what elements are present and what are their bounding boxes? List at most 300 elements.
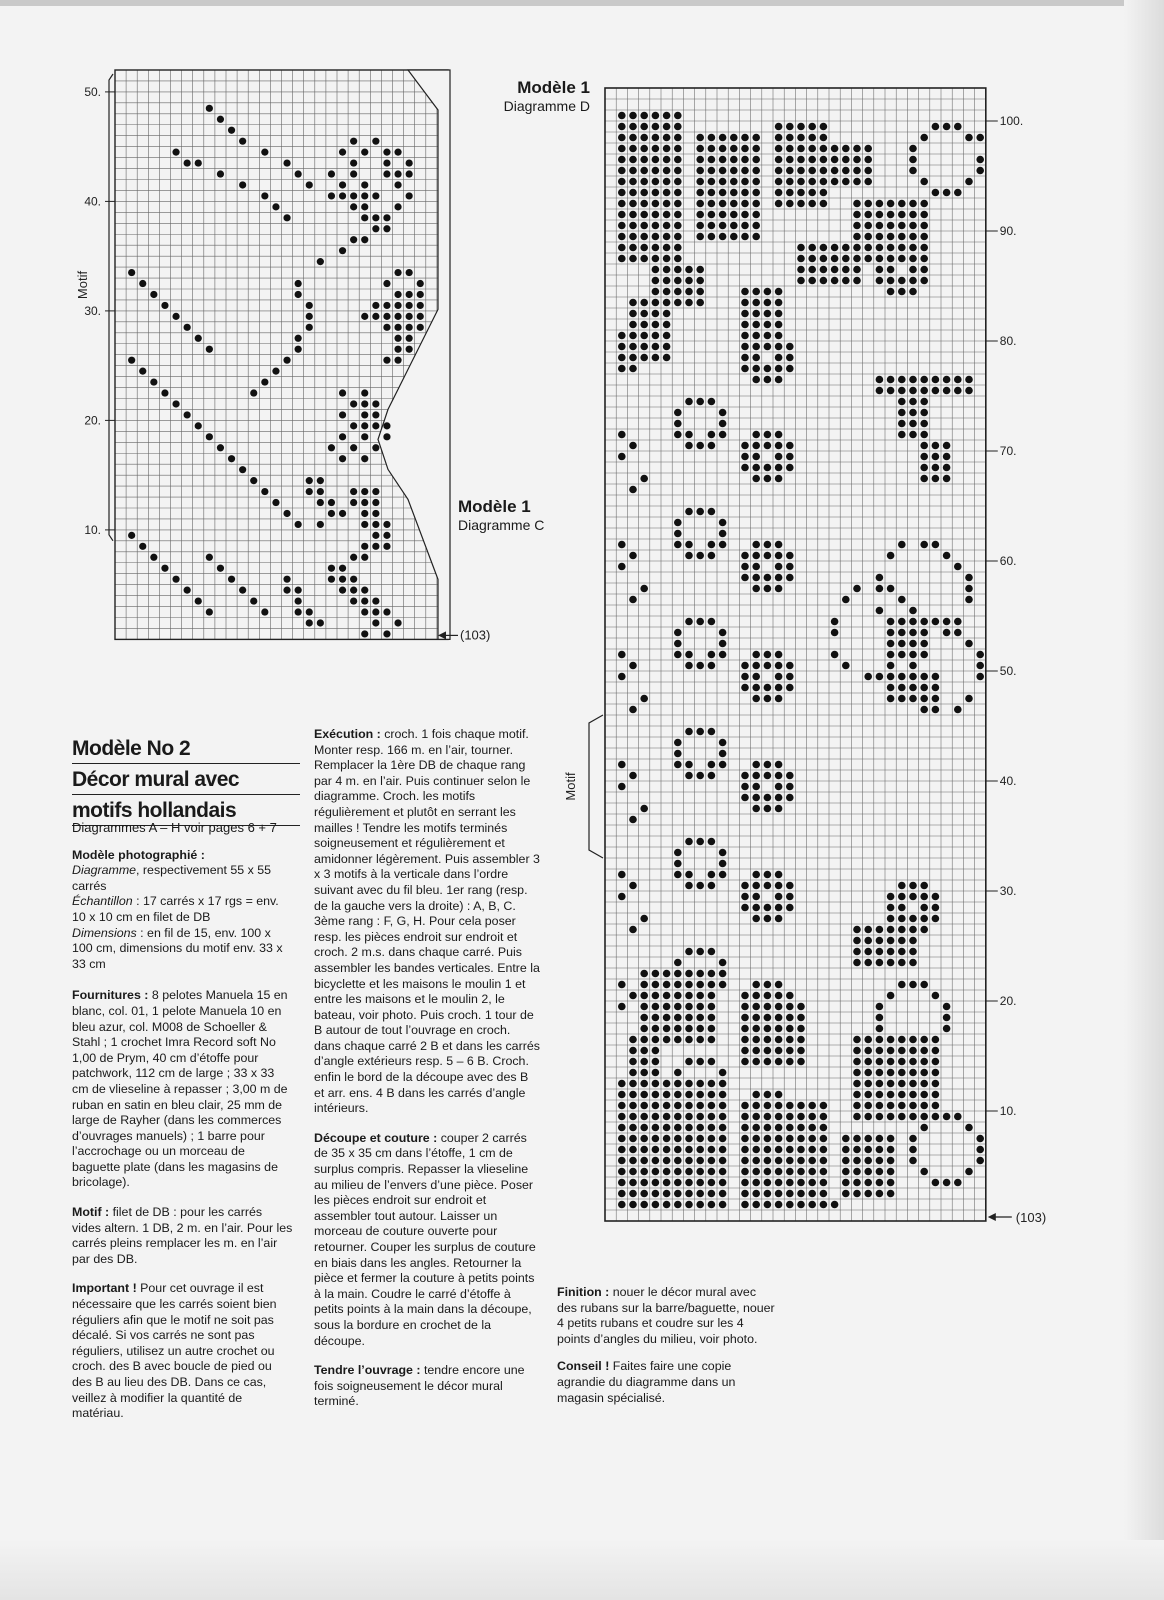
diagram-d-filled-cell: [920, 1047, 928, 1055]
diagram-d-filled-cell: [663, 1201, 671, 1209]
important-section: [72, 1281, 294, 1421]
diagram-d-filled-cell: [797, 1146, 805, 1154]
diagram-d-filled-cell: [820, 167, 828, 175]
diagram-d-filled-cell: [764, 772, 772, 780]
diagram-c-filled-cell: [339, 247, 346, 254]
diagram-c-filled-cell: [406, 192, 413, 199]
diagram-d-filled-cell: [741, 1179, 749, 1187]
diagram-d-filled-cell: [652, 1025, 660, 1033]
diagram-d-filled-cell: [764, 1047, 772, 1055]
diagram-d-filled-cell: [898, 673, 906, 681]
diagram-d-filled-cell: [629, 222, 637, 230]
diagram-d-filled-cell: [786, 772, 794, 780]
diagram-d-filled-cell: [887, 1102, 895, 1110]
diagram-d-filled-cell: [898, 1036, 906, 1044]
photo-dimensions-text: : en fil de 15, env. 100 x 100 cm, dimensions du motif env. 33 x 33 cm: [72, 925, 283, 971]
diagram-d-filled-cell: [640, 1157, 648, 1165]
diagram-d-filled-cell: [663, 1025, 671, 1033]
diagram-d-filled-cell: [629, 332, 637, 340]
diagram-d-filled-cell: [629, 816, 637, 824]
diagram-d-filled-cell: [764, 1091, 772, 1099]
diagram-d-filled-cell: [708, 992, 716, 1000]
diagram-d-filled-cell: [909, 684, 917, 692]
diagram-d-filled-cell: [786, 442, 794, 450]
diagram-d-filled-cell: [719, 189, 727, 197]
diagram-d-filled-cell: [730, 233, 738, 241]
diagram-d-filled-cell: [943, 376, 951, 384]
diagram-c-filled-cell: [317, 477, 324, 484]
diagram-d-row-label: 60.: [999, 554, 1017, 568]
diagram-d-filled-cell: [853, 222, 861, 230]
diagram-c-filled-cell: [239, 181, 246, 188]
diagram-d-filled-cell: [752, 882, 760, 890]
diagram-d-filled-cell: [898, 541, 906, 549]
diagram-d-filled-cell: [663, 200, 671, 208]
diagram-d-filled-cell: [685, 508, 693, 516]
diagram-d-filled-cell: [741, 1201, 749, 1209]
diagram-d-filled-cell: [708, 1146, 716, 1154]
diagram-d-filled-cell: [629, 244, 637, 252]
diagram-c-filled-cell: [361, 587, 368, 594]
diagram-d-filled-cell: [685, 992, 693, 1000]
diagram-d-filled-cell: [797, 277, 805, 285]
execution-label: Exécution :: [314, 727, 381, 741]
diagram-d-filled-cell: [764, 442, 772, 450]
diagram-d-filled-cell: [629, 1036, 637, 1044]
diagram-d-filled-cell: [887, 376, 895, 384]
diagram-c-filled-cell: [195, 159, 202, 166]
diagram-d-filled-cell: [920, 464, 928, 472]
diagram-d-filled-cell: [663, 178, 671, 186]
diagram-c-filled-cell: [361, 192, 368, 199]
diagram-d-filled-cell: [708, 167, 716, 175]
diagram-d-filled-cell: [864, 1179, 872, 1187]
diagram-d-filled-cell: [909, 981, 917, 989]
diagram-d-filled-cell: [652, 981, 660, 989]
diagram-d-filled-cell: [887, 959, 895, 967]
diagram-d-filled-cell: [741, 1047, 749, 1055]
diagram-d-filled-cell: [887, 618, 895, 626]
diagram-d-filled-cell: [898, 651, 906, 659]
diagram-d-filled-cell: [876, 387, 884, 395]
diagram-d-filled-cell: [909, 915, 917, 923]
diagram-d-filled-cell: [618, 1157, 626, 1165]
diagram-d-filled-cell: [652, 266, 660, 274]
diagram-d-filled-cell: [797, 200, 805, 208]
diagram-d-filled-cell: [696, 145, 704, 153]
diagram-d-filled-cell: [775, 893, 783, 901]
diagram-c-filled-cell: [328, 565, 335, 572]
diagram-d-filled-cell: [853, 1179, 861, 1187]
diagram-c-filled-cell: [383, 302, 390, 309]
diagram-d-filled-cell: [786, 992, 794, 1000]
diagram-d-filled-cell: [752, 376, 760, 384]
diagram-d-filled-cell: [820, 1113, 828, 1121]
diagram-c-filled-cell: [283, 159, 290, 166]
diagram-d-filled-cell: [741, 882, 749, 890]
diagram-d-filled-cell: [820, 200, 828, 208]
decoupe-section: [314, 1131, 540, 1349]
diagram-d-filled-cell: [685, 1179, 693, 1187]
diagram-d-filled-cell: [618, 211, 626, 219]
diagram-d-filled-cell: [775, 651, 783, 659]
diagram-d-filled-cell: [652, 1146, 660, 1154]
diagram-d-filled-cell: [920, 893, 928, 901]
diagram-d-filled-cell: [786, 552, 794, 560]
diagram-d-filled-cell: [685, 1091, 693, 1099]
diagram-d-filled-cell: [898, 398, 906, 406]
diagram-d-filled-cell: [629, 343, 637, 351]
diagram-d-filled-cell: [752, 673, 760, 681]
diagram-d-filled-cell: [752, 354, 760, 362]
diagram-c-filled-cell: [339, 576, 346, 583]
diagram-d-filled-cell: [752, 981, 760, 989]
diagram-d-filled-cell: [853, 167, 861, 175]
diagram-c-filled-cell: [184, 587, 191, 594]
diagram-d-filled-cell: [663, 233, 671, 241]
article-title-line-1: Modèle No 2: [72, 735, 300, 764]
diagram-d-filled-cell: [864, 948, 872, 956]
diagram-d-filled-cell: [775, 156, 783, 164]
diagram-c-filled-cell: [217, 116, 224, 123]
diagram-d-filled-cell: [775, 1146, 783, 1154]
diagram-d-filled-cell: [775, 662, 783, 670]
diagram-d-filled-cell: [629, 1080, 637, 1088]
diagram-d-filled-cell: [876, 255, 884, 263]
diagram-d-filled-cell: [674, 1201, 682, 1209]
diagram-d-filled-cell: [618, 1080, 626, 1088]
diagram-d-filled-cell: [741, 1135, 749, 1143]
diagram-d-filled-cell: [876, 1168, 884, 1176]
diagram-d-filled-cell: [920, 926, 928, 934]
diagram-d-filled-cell: [887, 222, 895, 230]
diagram-c-filled-cell: [339, 510, 346, 517]
diagram-c-filled-cell: [261, 192, 268, 199]
diagram-d-filled-cell: [652, 112, 660, 120]
diagram-d: [560, 70, 1050, 1260]
diagram-d-filled-cell: [887, 255, 895, 263]
diagram-d-filled-cell: [685, 398, 693, 406]
diagram-d-filled-cell: [820, 266, 828, 274]
diagram-d-filled-cell: [719, 1179, 727, 1187]
diagram-d-filled-cell: [708, 618, 716, 626]
diagram-d-filled-cell: [663, 1179, 671, 1187]
diagram-d-filled-cell: [943, 475, 951, 483]
diagram-d-filled-cell: [696, 882, 704, 890]
diagram-d-filled-cell: [775, 1025, 783, 1033]
diagram-d-filled-cell: [730, 211, 738, 219]
diagram-d-filled-cell: [629, 255, 637, 263]
diagram-c-filled-cell: [317, 619, 324, 626]
diagram-d-filled-cell: [685, 431, 693, 439]
diagram-d-filled-cell: [752, 332, 760, 340]
diagram-d-filled-cell: [685, 1080, 693, 1088]
diagram-d-filled-cell: [752, 1168, 760, 1176]
diagram-d-filled-cell: [685, 948, 693, 956]
diagram-d-filled-cell: [887, 673, 895, 681]
diagram-c-filled-cell: [239, 138, 246, 145]
diagram-c-filled-cell: [317, 488, 324, 495]
diagram-d-filled-cell: [741, 365, 749, 373]
diagram-d-filled-cell: [741, 684, 749, 692]
diagram-d-filled-cell: [708, 222, 716, 230]
diagram-d-filled-cell: [696, 552, 704, 560]
diagram-d-filled-cell: [797, 1190, 805, 1198]
middle-column: [314, 727, 540, 1418]
diagram-d-filled-cell: [674, 1157, 682, 1165]
diagram-d-filled-cell: [741, 156, 749, 164]
diagram-d-filled-cell: [685, 541, 693, 549]
diagram-d-filled-cell: [864, 200, 872, 208]
diagram-d-filled-cell: [708, 871, 716, 879]
diagram-d-filled-cell: [909, 156, 917, 164]
diagram-d-filled-cell: [708, 552, 716, 560]
diagram-c-filled-cell: [394, 203, 401, 210]
diagram-c-filled-cell: [394, 357, 401, 364]
diagram-c-filled-cell: [206, 105, 213, 112]
diagram-d-filled-cell: [898, 629, 906, 637]
diagram-d-filled-cell: [898, 684, 906, 692]
diagram-d-filled-cell: [719, 849, 727, 857]
diagram-d-filled-cell: [786, 134, 794, 142]
diagram-d-filled-cell: [752, 365, 760, 373]
diagram-d-filled-cell: [674, 849, 682, 857]
diagram-d-filled-cell: [920, 453, 928, 461]
diagram-d-filled-cell: [920, 1168, 928, 1176]
diagram-d-filled-cell: [640, 1201, 648, 1209]
diagram-d-filled-cell: [618, 1102, 626, 1110]
diagram-d-filled-cell: [708, 398, 716, 406]
diagram-d-filled-cell: [842, 1190, 850, 1198]
diagram-d-filled-cell: [976, 156, 984, 164]
diagram-c: [60, 60, 550, 670]
diagram-d-filled-cell: [708, 156, 716, 164]
diagram-d-filled-cell: [909, 1091, 917, 1099]
diagram-c-filled-cell: [383, 159, 390, 166]
diagram-d-filled-cell: [696, 277, 704, 285]
diagram-d-filled-cell: [876, 1080, 884, 1088]
diagram-d-filled-cell: [943, 1113, 951, 1121]
diagram-d-filled-cell: [629, 706, 637, 714]
diagram-d-filled-cell: [685, 552, 693, 560]
diagram-d-filled-cell: [820, 145, 828, 153]
diagram-d-filled-cell: [752, 541, 760, 549]
diagram-d-filled-cell: [775, 904, 783, 912]
diagram-d-filled-cell: [797, 1058, 805, 1066]
diagram-c-filled-cell: [350, 159, 357, 166]
photo-echantillon-label: Échantillon: [72, 894, 133, 909]
diagram-d-filled-cell: [618, 871, 626, 879]
diagram-d-filled-cell: [954, 563, 962, 571]
diagram-d-filled-cell: [932, 1080, 940, 1088]
diagram-d-filled-cell: [663, 1102, 671, 1110]
diagram-d-filled-cell: [663, 1003, 671, 1011]
diagram-d-filled-cell: [853, 1146, 861, 1154]
diagram-d-filled-cell: [808, 277, 816, 285]
diagram-d-filled-cell: [752, 695, 760, 703]
diagram-d-filled-cell: [853, 145, 861, 153]
diagram-c-filled-cell: [272, 499, 279, 506]
diagram-d-filled-cell: [797, 189, 805, 197]
diagram-d-filled-cell: [674, 1168, 682, 1176]
diagram-d-filled-cell: [820, 156, 828, 164]
diagram-d-filled-cell: [741, 200, 749, 208]
diagram-d-filled-cell: [640, 695, 648, 703]
diagram-c-filled-cell: [383, 149, 390, 156]
diagram-c-filled-cell: [350, 400, 357, 407]
diagram-d-filled-cell: [831, 266, 839, 274]
diagram-d-filled-cell: [674, 409, 682, 417]
diagram-d-filled-cell: [932, 475, 940, 483]
diagram-c-filled-cell: [406, 302, 413, 309]
diagram-d-filled-cell: [797, 1025, 805, 1033]
photo-diagramme-text: , respectivement 55 x 55 carrés: [72, 863, 272, 893]
diagram-d-filled-cell: [887, 288, 895, 296]
diagram-c-filled-cell: [128, 269, 135, 276]
diagram-c-filled-cell: [372, 510, 379, 517]
diagram-d-filled-cell: [831, 277, 839, 285]
diagram-d-filled-cell: [853, 1047, 861, 1055]
diagram-c-filled-cell: [328, 510, 335, 517]
diagram-d-filled-cell: [696, 1124, 704, 1132]
diagram-d-filled-cell: [920, 211, 928, 219]
diagram-d-filled-cell: [752, 200, 760, 208]
diagram-c-filled-cell: [272, 203, 279, 210]
diagram-d-filled-cell: [640, 167, 648, 175]
diagram-c-filled-cell: [417, 302, 424, 309]
diagram-d-filled-cell: [640, 112, 648, 120]
diagram-d-filled-cell: [752, 904, 760, 912]
diagram-d-filled-cell: [629, 200, 637, 208]
diagram-d-filled-cell: [909, 640, 917, 648]
diagram-d-filled-cell: [674, 431, 682, 439]
diagram-d-filled-cell: [618, 673, 626, 681]
diagram-d-filled-cell: [876, 1102, 884, 1110]
diagram-c-filled-cell: [383, 225, 390, 232]
diagram-d-filled-cell: [932, 893, 940, 901]
diagram-c-filled-cell: [184, 324, 191, 331]
diagram-d-filled-cell: [752, 321, 760, 329]
diagram-d-filled-cell: [820, 1124, 828, 1132]
diagram-d-filled-cell: [764, 464, 772, 472]
diagram-d-filled-cell: [876, 673, 884, 681]
diagram-d-filled-cell: [708, 1003, 716, 1011]
diagram-d-filled-cell: [820, 1179, 828, 1187]
diagram-d-filled-cell: [752, 552, 760, 560]
diagram-d-filled-cell: [696, 222, 704, 230]
diagram-d-filled-cell: [887, 684, 895, 692]
diagram-d-filled-cell: [708, 1058, 716, 1066]
diagram-d-filled-cell: [652, 1047, 660, 1055]
diagram-d-filled-cell: [696, 981, 704, 989]
diagram-d-filled-cell: [640, 1014, 648, 1022]
diagram-d-filled-cell: [741, 233, 749, 241]
diagram-d-filled-cell: [752, 1058, 760, 1066]
diagram-d-filled-cell: [853, 937, 861, 945]
diagram-d-filled-cell: [920, 706, 928, 714]
diagram-d-filled-cell: [898, 211, 906, 219]
photo-section: [72, 848, 294, 973]
diagram-d-filled-cell: [775, 343, 783, 351]
diagram-d-filled-cell: [808, 1146, 816, 1154]
diagram-d-filled-cell: [719, 651, 727, 659]
diagram-c-filled-cell: [350, 587, 357, 594]
diagram-c-filled-cell: [361, 499, 368, 506]
diagram-d-filled-cell: [932, 1102, 940, 1110]
diagram-c-filled-cell: [228, 127, 235, 134]
diagram-d-filled-cell: [652, 1157, 660, 1165]
diagram-d-filled-cell: [864, 1168, 872, 1176]
diagram-c-filled-cell: [295, 280, 302, 287]
diagram-d-filled-cell: [741, 673, 749, 681]
diagram-d-filled-cell: [808, 167, 816, 175]
diagram-c-filled-cell: [394, 324, 401, 331]
diagram-d-filled-cell: [640, 992, 648, 1000]
diagram-d-filled-cell: [864, 1157, 872, 1165]
diagram-d-filled-cell: [775, 1091, 783, 1099]
diagram-d-filled-cell: [920, 244, 928, 252]
diagram-d-filled-cell: [663, 112, 671, 120]
diagram-c-filled-cell: [383, 608, 390, 615]
diagram-c-filled-cell: [195, 335, 202, 342]
diagram-d-filled-cell: [898, 893, 906, 901]
diagram-d-filled-cell: [876, 222, 884, 230]
diagram-c-row-label: 30.: [84, 303, 101, 318]
diagram-d-filled-cell: [764, 1190, 772, 1198]
diagram-d-filled-cell: [820, 134, 828, 142]
diagram-d-filled-cell: [876, 244, 884, 252]
diagram-d-filled-cell: [652, 1179, 660, 1187]
diagram-d-filled-cell: [764, 574, 772, 582]
diagram-c-filled-cell: [339, 565, 346, 572]
diagram-d-filled-cell: [719, 420, 727, 428]
diagram-d-filled-cell: [764, 651, 772, 659]
diagram-d-filled-cell: [965, 596, 973, 604]
diagram-d-filled-cell: [887, 1157, 895, 1165]
diagram-d-filled-cell: [954, 376, 962, 384]
diagram-d-filled-cell: [775, 1036, 783, 1044]
diagram-d-filled-cell: [741, 189, 749, 197]
diagram-c-filled-cell: [317, 258, 324, 265]
diagram-c-filled-cell: [372, 444, 379, 451]
diagram-d-filled-cell: [898, 420, 906, 428]
diagram-d-filled-cell: [853, 178, 861, 186]
diagram-d-filled-cell: [786, 156, 794, 164]
diagram-d-filled-cell: [674, 640, 682, 648]
diagram-d-filled-cell: [864, 156, 872, 164]
diagram-c-filled-cell: [372, 499, 379, 506]
diagram-c-filled-cell: [261, 149, 268, 156]
diagram-d-filled-cell: [976, 1157, 984, 1165]
diagram-d-filled-cell: [752, 1047, 760, 1055]
motif-text: filet de DB : pour les carrés vides altern. 1 DB, 2 m. en l’air. Pour les carrés pleins remplacer les m. en l’air par des DB.: [72, 1205, 293, 1266]
diagram-d-filled-cell: [719, 431, 727, 439]
diagram-d-filled-cell: [842, 1179, 850, 1187]
diagram-c-filled-cell: [372, 488, 379, 495]
diagram-c-filled-cell: [350, 488, 357, 495]
diagram-d-filled-cell: [674, 761, 682, 769]
diagram-c-row-label: 40.: [84, 194, 101, 209]
diagram-d-filled-cell: [920, 541, 928, 549]
tendre-label: Tendre l’ouvrage :: [314, 1363, 421, 1378]
diagram-d-start-label: (103): [1015, 1210, 1047, 1225]
diagram-d-filled-cell: [853, 1157, 861, 1165]
diagram-d-filled-cell: [640, 233, 648, 241]
diagram-d-filled-cell: [887, 266, 895, 274]
diagram-c-filled-cell: [206, 554, 213, 561]
diagram-d-filled-cell: [652, 992, 660, 1000]
diagram-d-filled-cell: [640, 1003, 648, 1011]
